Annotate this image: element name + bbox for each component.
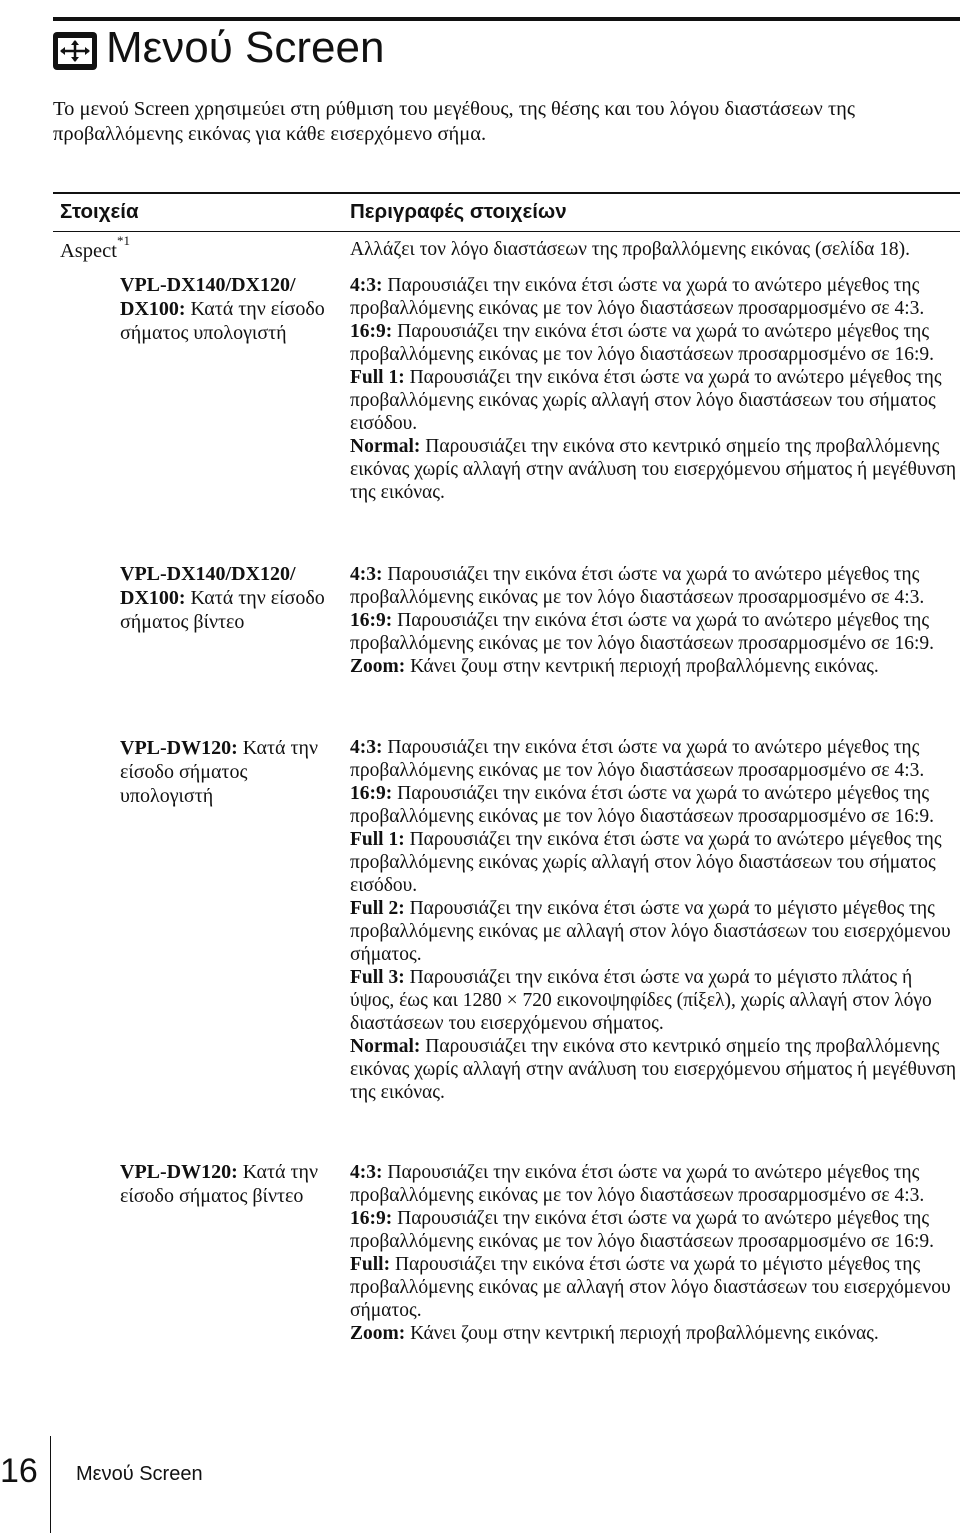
option-item (350, 609, 960, 655)
option-item (350, 1253, 960, 1322)
option-item (350, 366, 960, 435)
option-text: Παρουσιάζει την εικόνα έτσι ώστε να χωρά το ανώτερο μέγεθος της προβαλλόμενης εικόνας με τον λόγο διαστάσεων προσαρμοσμένο σε 16:9. (350, 610, 934, 654)
aspect-label-text: Aspect (60, 239, 117, 262)
group-label-text: Κατά την είσοδο σήματος βίντεο (120, 587, 325, 633)
group-label-text: Κατά την είσοδο σήματος υπολογιστή (120, 298, 325, 344)
option-text: Παρουσιάζει την εικόνα έτσι ώστε να χωρά το ανώτερο μέγεθος της προβαλλόμενης εικόνας με τον λόγο διαστάσεων προσαρμοσμένο σε 16:9. (350, 783, 934, 827)
group-label (120, 1160, 340, 1208)
option-key: Zoom: (350, 1323, 406, 1344)
option-key: 4:3: (350, 275, 383, 296)
intro-paragraph: Το μενού Screen χρησιμεύει στη ρύθμιση του μεγέθους, της θέσης και του λόγου διαστάσεων της προβαλλόμενης εικόνας για κάθε εισερχόμενο σήμα. (53, 98, 856, 145)
option-text: Παρουσιάζει την εικόνα έτσι ώστε να χωρά το ανώτερο μέγεθος της προβαλλόμενης εικόνας με τον λόγο διαστάσεων προσαρμοσμένο σε 4:3. (350, 737, 925, 781)
group-label (120, 736, 340, 808)
option-item (350, 897, 960, 966)
option-text: Παρουσιάζει την εικόνα έτσι ώστε να χωρά το μέγιστο μέγεθος της προβαλλόμενης εικόνας με αλλαγή στον λόγο διαστάσεων του εισερχόμενου σήματος. (350, 898, 951, 965)
option-key: 4:3: (350, 1162, 383, 1183)
option-key: 4:3: (350, 737, 383, 758)
option-item (350, 782, 960, 828)
group-label (120, 273, 340, 345)
option-text: Παρουσιάζει την εικόνα έτσι ώστε να χωρά το ανώτερο μέγεθος της προβαλλόμενης εικόνας με τον λόγο διαστάσεων προσαρμοσμένο σε 16:9. (350, 321, 934, 365)
option-item (350, 320, 960, 366)
group-options (350, 736, 960, 1104)
group-options (350, 1161, 960, 1345)
option-key: Full 3: (350, 967, 405, 988)
option-text: Παρουσιάζει την εικόνα έτσι ώστε να χωρά το μέγιστο πλάτος ή ύψος, έως και 1280 × 720 εικονοψηφίδες (πίξελ), χωρίς αλλαγή στον λόγο διαστάσεων του εισερχόμενου σήματος. (350, 967, 932, 1034)
footer-divider (50, 1436, 51, 1533)
option-text: Παρουσιάζει την εικόνα έτσι ώστε να χωρά το μέγιστο μέγεθος της προβαλλόμενης εικόνας με αλλαγή στον λόγο διαστάσεων του εισερχόμενου σήματος. (350, 1254, 951, 1321)
group-options (350, 563, 960, 678)
aspect-description: Αλλάζει τον λόγο διαστάσεων της προβαλλόμενης εικόνας (σελίδα 18). (350, 239, 911, 260)
option-item (350, 966, 960, 1035)
option-key: Zoom: (350, 656, 406, 677)
option-key: 16:9: (350, 1208, 393, 1229)
group-model: VPL-DX140/DX120/ DX100: (120, 563, 296, 609)
option-text: Παρουσιάζει την εικόνα έτσι ώστε να χωρά το ανώτερο μέγεθος της προβαλλόμενης εικόνας με τον λόγο διαστάσεων προσαρμοσμένο σε 16:9. (350, 1208, 934, 1252)
option-text: Παρουσιάζει την εικόνα έτσι ώστε να χωρά το ανώτερο μέγεθος της προβαλλόμενης εικόνας χωρίς αλλαγή στον λόγο διαστάσεων του σήματος εισόδου. (350, 367, 942, 434)
option-key: 16:9: (350, 783, 393, 804)
page-title: Μενού Screen (106, 23, 385, 72)
group-model: VPL-DW120: (120, 1161, 238, 1183)
option-key: Normal: (350, 1036, 421, 1057)
column-header-descriptions: Περιγραφές στοιχείων (350, 200, 567, 223)
group-label-text: Κατά την είσοδο σήματος βίντεο (120, 1161, 318, 1207)
option-item (350, 435, 960, 504)
option-text: Παρουσιάζει την εικόνα έτσι ώστε να χωρά το ανώτερο μέγεθος της προβαλλόμενης εικόνας με τον λόγο διαστάσεων προσαρμοσμένο σε 4:3. (350, 564, 925, 608)
option-text: Παρουσιάζει την εικόνα έτσι ώστε να χωρά το ανώτερο μέγεθος της προβαλλόμενης εικόνας με τον λόγο διαστάσεων προσαρμοσμένο σε 4:3. (350, 275, 925, 319)
group-label (120, 562, 340, 634)
option-text: Παρουσιάζει την εικόνα έτσι ώστε να χωρά το ανώτερο μέγεθος της προβαλλόμενης εικόνας χωρίς αλλαγή στον λόγο διαστάσεων του σήματος εισόδου. (350, 829, 942, 896)
option-text: Κάνει ζουμ στην κεντρική περιοχή προβαλλόμενης εικόνας. (405, 656, 879, 677)
option-text: Παρουσιάζει την εικόνα στο κεντρικό σημείο της προβαλλόμενης εικόνας χωρίς αλλαγή στην ανάλυση του εισερχόμενου σήματος ή μεγέθυνση της εικόνας. (350, 436, 957, 503)
option-item (350, 1035, 960, 1104)
aspect-footnote: *1 (116, 233, 130, 248)
option-key: 16:9: (350, 321, 393, 342)
option-item (350, 828, 960, 897)
column-header-items: Στοιχεία (60, 200, 139, 223)
option-key: Full 1: (350, 829, 405, 850)
option-item (350, 563, 960, 609)
aspect-label (60, 233, 130, 263)
group-options (350, 274, 960, 504)
page-number: 16 (0, 1452, 38, 1490)
option-item (350, 655, 960, 678)
option-key: 16:9: (350, 610, 393, 631)
title-bar (53, 17, 960, 72)
option-key: 4:3: (350, 564, 383, 585)
option-item (350, 1322, 960, 1345)
option-text: Παρουσιάζει την εικόνα στο κεντρικό σημείο της προβαλλόμενης εικόνας χωρίς αλλαγή στην ανάλυση του εισερχόμενου σήματος ή μεγέθυνση της εικόνας. (350, 1036, 957, 1103)
option-key: Full: (350, 1254, 391, 1275)
option-key: Normal: (350, 436, 421, 457)
footer-section-title: Μενού Screen (76, 1463, 203, 1485)
option-key: Full 1: (350, 367, 405, 388)
option-key: Full 2: (350, 898, 405, 919)
group-model: VPL-DX140/DX120/ DX100: (120, 274, 296, 320)
table-header (53, 192, 960, 232)
option-text: Παρουσιάζει την εικόνα έτσι ώστε να χωρά το ανώτερο μέγεθος της προβαλλόμενης εικόνας με τον λόγο διαστάσεων προσαρμοσμένο σε 4:3. (350, 1162, 925, 1206)
option-item (350, 1207, 960, 1253)
group-label-text: Κατά την είσοδο σήματος υπολογιστή (120, 737, 318, 807)
option-item (350, 1161, 960, 1207)
option-item (350, 274, 960, 320)
group-model: VPL-DW120: (120, 737, 238, 759)
option-text: Κάνει ζουμ στην κεντρική περιοχή προβαλλόμενης εικόνας. (405, 1323, 879, 1344)
screen-menu-icon (53, 32, 97, 70)
option-item (350, 736, 960, 782)
